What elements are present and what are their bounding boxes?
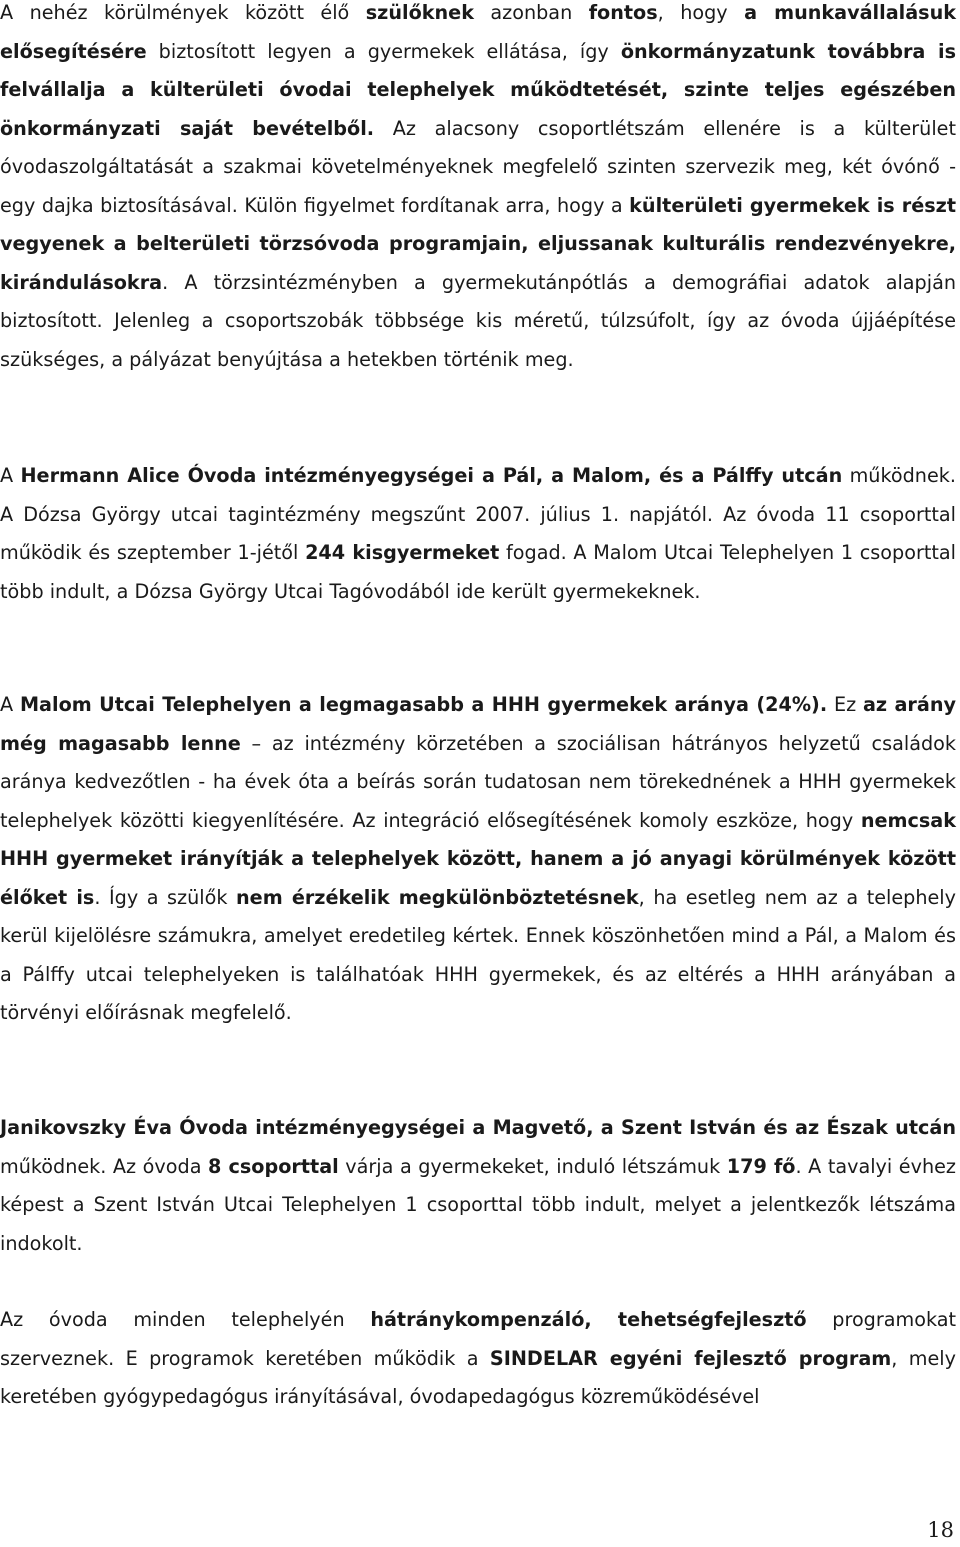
- text-run: várja a gyermekeket, induló létszámuk: [338, 1154, 727, 1178]
- bold-text: 8 csoporttal: [208, 1154, 339, 1178]
- paragraph-5: [0, 1301, 956, 1417]
- bold-text: nemcsak HHH gyermeket irányítják a telephelyek között, hanem a jó anyagi körülmények között élőket is: [0, 808, 956, 909]
- text-run: , mely keretében gyógypedagógus irányításával, óvodapedagógus közreműködésével: [0, 1346, 956, 1408]
- page-number: 18: [927, 1518, 954, 1542]
- text-run: A: [0, 693, 20, 716]
- bold-text: külterületi gyermekek is részt vegyenek a belterületi törzsóvoda programjain, eljussanak kulturális rendezvényekre, kirándulásokra: [0, 193, 956, 294]
- text-run: Ez: [827, 693, 863, 716]
- text-run: – az intézmény körzetében a szociálisan hátrányos helyzetű családok aránya kedvezőtlen - ha évek óta a beírás során tudatosan nem törekednének a HHH gyermekek telephelyek közötti kiegyenlítésére. Az integráció elősegítésének komoly eszköze, hogy: [0, 731, 956, 832]
- text-run: A nehéz körülmények között élő: [0, 1, 366, 24]
- text-run: , hogy: [657, 1, 745, 24]
- bold-text: 244 kisgyermeket: [305, 541, 500, 564]
- text-run: Az alacsony csoportlétszám ellenére is a külterület óvodaszolgáltatását a szakmai követelményeknek megfelelő szinten szervezik meg, két óvónő - egy dajka biztosításával. Külön figyelmet fordítanak arra, hogy a: [0, 116, 956, 217]
- bold-text: az arány még magasabb lenne: [0, 693, 957, 755]
- text-run: működnek. A Dózsa György utcai tagintézmény megszűnt 2007. július 1. napjától. Az óvoda 11 csoporttal működik és szeptember 1-jétől: [0, 464, 956, 564]
- text-run: . A törzsintézményben a gyermekutánpótlás a demográfiai adatok alapján biztosított. Jelenleg a csoportszobák többsége kis méretű, túlzsúfolt, így az óvoda újjáépítése szükséges, a pályázat benyújtása a hetekben történik meg.: [0, 270, 956, 371]
- paragraph-4: [0, 1109, 956, 1263]
- text-run: Az óvoda minden telephelyén: [0, 1308, 371, 1331]
- bold-text: nem érzékelik megkülönböztetésnek: [236, 885, 639, 909]
- bold-text: hátránykompenzáló, tehetségfejlesztő: [370, 1308, 807, 1331]
- text-run: A: [0, 464, 21, 487]
- text-run: programokat szerveznek. E programok keretében működik a: [0, 1308, 956, 1370]
- paragraph-2: [0, 457, 956, 611]
- bold-text: SINDELAR egyéni fejlesztő program: [489, 1346, 892, 1370]
- text-run: . A tavalyi évhez képest a Szent István Utcai Telephelyen 1 csoporttal több indult, melyet a jelentkezők létszáma indokolt.: [0, 1154, 956, 1255]
- text-run: . Így a szülők: [94, 885, 237, 909]
- text-run: működnek. Az óvoda: [0, 1154, 209, 1178]
- bold-text: Janikovszky Éva Óvoda intézményegységei a Magvető, a Szent István és az Észak utcán: [0, 1116, 956, 1139]
- bold-text: Hermann Alice Óvoda intézményegységei a Pál, a Malom, és a Pálffy utcán: [20, 464, 843, 487]
- paragraph-1: [0, 0, 956, 379]
- bold-text: Malom Utcai Telephelyen a legmagasabb a HHH gyermekek aránya (24%).: [19, 693, 828, 716]
- text-run: , ha esetleg nem az a telephely kerül kijelölésre számukra, amelyet eredetileg kértek. Ennek köszönhetően mind a Pál, a Malom és a Pálffy utcai telephelyeken is találhatóak HHH gyermekek, és az eltérés a HHH arányában a törvényi előírásnak megfelelő.: [0, 885, 956, 1024]
- bold-text: szülőknek: [365, 1, 474, 24]
- text-run: fogad. A Malom Utcai Telephelyen 1 csoporttal több indult, a Dózsa György Utcai Tagóvodából ide került gyermekeknek.: [0, 541, 956, 603]
- bold-text: 179 fő: [726, 1154, 796, 1178]
- paragraph-3: [0, 686, 956, 1033]
- text-run: azonban: [473, 1, 589, 24]
- bold-text: önkormányzatunk továbbra is felvállalja a külterületi óvodai telephelyek működtetését, szinte teljes egészében önkormányzati saját bevételből.: [0, 39, 956, 140]
- text-run: biztosított legyen a gyermekek ellátása, így: [146, 39, 621, 63]
- bold-text: a munkavállalásuk elősegítésére: [0, 1, 957, 63]
- bold-text: fontos: [588, 1, 658, 24]
